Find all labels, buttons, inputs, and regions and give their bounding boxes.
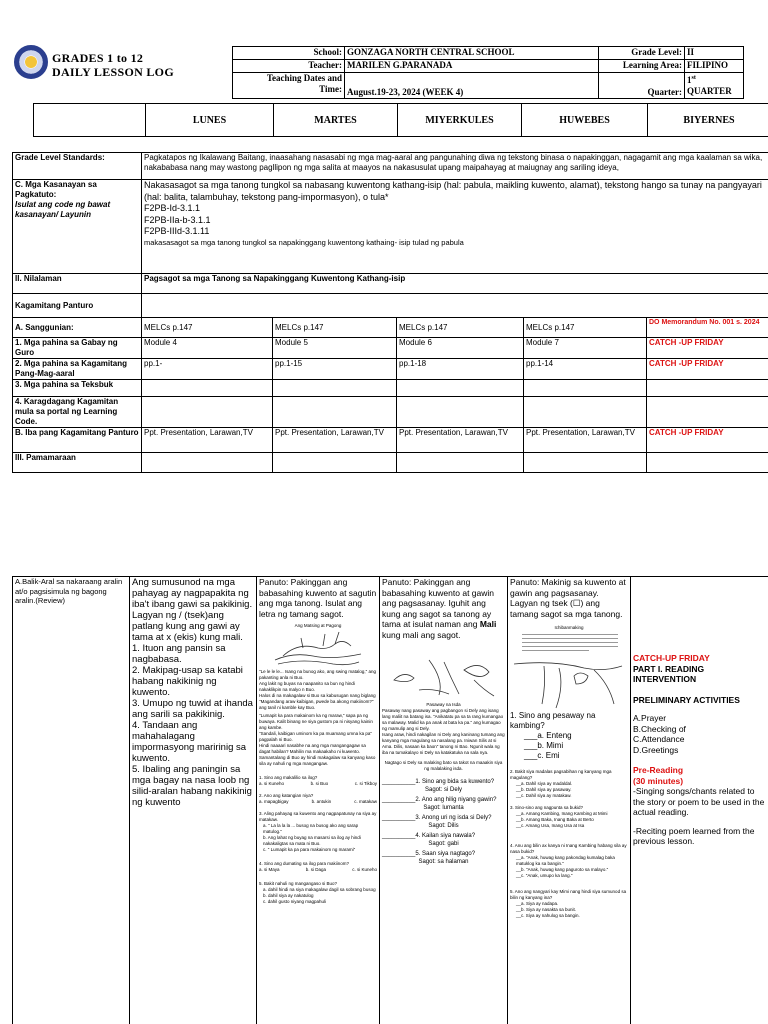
lr-monday bbox=[142, 397, 273, 428]
day-blank-cell bbox=[34, 104, 146, 137]
guide-wednesday: Module 6 bbox=[397, 338, 524, 359]
other-label: B. Iba pang Kagamitang Panturo bbox=[13, 428, 142, 453]
procedure-table bbox=[12, 576, 768, 1024]
lr-friday bbox=[647, 397, 768, 428]
dates-label: Teaching Dates and Time: bbox=[233, 73, 345, 99]
friday-activity: CATCH-UP FRIDAY PART I. READING INTERVENTION PRELIMINARY ACTIVITIES A.Prayer B.Checking of C.Attendance D.Greetings Pre-Reading (30 minutes) -Singing songs/chants related to the story or poem to be used in the actual reading. -Reciting poem learned from the previous lesson. bbox=[631, 577, 768, 1024]
area-label: Learning Area: bbox=[599, 60, 685, 73]
other-thursday: Ppt. Presentation, Larawan,TV bbox=[524, 428, 647, 453]
goat-cliff-illustration bbox=[514, 654, 624, 709]
procedure-wednesday bbox=[397, 453, 524, 473]
content-text: Pagsagot sa mga Tanong sa Napakinggang Kuwentong Kathang-isip bbox=[142, 274, 768, 294]
guide-monday: Module 4 bbox=[142, 338, 273, 359]
procedure-thursday bbox=[524, 453, 647, 473]
procedure-friday bbox=[647, 453, 768, 473]
school-label: School: bbox=[233, 47, 345, 60]
tuesday-activity: Panuto: Pakinggan ang babasahing kuwento at sagutin ang mga tanong. Isulat ang letra ng tamang sagot. Ang Matsing at Pagong "Le le le le... Isang na bunog ako, ang swing matalog," ang pakanting anla ni Buo. Ang lakit ng buyas na naapanito sa bun ng hindi nakaklikpin na malyo n Buo. Halos di na makagalaw si Buo sa kabusugan nang biglang "Magandang araw kaibigan, pwede ba akong makiinom?" ang tanil ni kamble kay Buo. "Lumapit ka para makainom ka ng maraw," sapa pa ng buwaya. Kalit binang ne siya gustom pa ni nisyang kainin ang kambe. "Sandali, kaibigan uminom ka pa muamang umna ka pa" pagpalah ni Buo. Hindi naaaari nasabhe na ang mga mangangagaw sa dagat habilan? Mahilin ma makaakaho ni kuwento. Samantalang di Buo ay hindi makagalaw sa kanyang kaso sila ay nahuli ng mga mangangaw. 1. Sino ang makalilio sa ilog? a. si Kuneho b. si Buo c. si Tikboy 2. Ano ang katangian niya? a. mapagbigay b. antukin c. matakaw 3. Aling pahayag sa kuwento ang nagpapatunay na siya ay matakaw. a. " La la la la ... busog na busog ako ang sarap matulog." b. Ang lahat ng buyag na masarsi sa ilog ay hindi nakakaligtas sa mata ni Buo. c. " Lumapit ka pa para makainom ng marami" 4. Sino ang dumating sa ilog para makiinom? a. si Maya b. si Daga c. si Kuneho 5. Bakit nahuli ng mangangaso si Buo? a. dahil hindi na siya makagalaw dagil sa sobrang busog b. dahil siya ay nakatulog c. dahil gusto niyang magpahuli bbox=[257, 577, 380, 1024]
tuesday-questions: 1. Sino ang makalilio sa ilog? a. si Kuneho b. si Buo c. si Tikboy 2. Ano ang katangian niya? a. mapagbigay b. antukin c. matakaw 3. Aling pahayag sa kuwento ang nagpapatunay na siya ay matakaw. a. " La la la la ... busog na busog ako ang sarap matulog." b. Ang lahat ng buyag na masarsi sa ilog ay hindi nakakaligtas sa mata ni Buo. c. " Lumapit ka pa para makainom ng marami" 4. Sino ang dumating sa ilog para makiinom? a. si Maya b. si Daga c. si Kuneho 5. Bakit nahuli ng mangangaso si Buo? a. dahil hindi na siya makagalaw dagil sa sobrang busog b. dahil siya ay nakatulog c. dahil gusto niyang magpahuli bbox=[259, 775, 377, 904]
other-tuesday: Ppt. Presentation, Larawan,TV bbox=[273, 428, 397, 453]
thursday-mini-questions: 2. Bakit siya madalas pagsabihan ng kanyang mga magulang? __a. Dahil siya ay madaldal. __b. Dahil siya ay pasaway. __c. Dahil siya ay matakaw. 3. Sino-sino ang nagpunta sa bukid? __a. Amang Kambing, Inang Kambing at Mimi __b. Amang Baka, Inang Baka at Berto __c. Amang Usa, Inang Usa at Isa 4. Anu ang bilin ax kanya ni Inang Kambing habang sila ay nasa bukid? __a. "Anak, huwag kang pakondag kumalag baka matuklog ka sa bangin." __b. "Anak, huwag kang paguroto sa malayo." __c. "Anak, umupo ka lang." 5. Ano ang nangyari kay Mimi nang hindi siya sumunod sa bilin ng kanyang ina? __a. Siya ay nadapa. __b. Siya ay nasakta sa bunit. __c. Siya ay nahulog sa bangin. bbox=[510, 769, 627, 918]
catchup-friday-3: CATCH -UP FRIDAY bbox=[647, 428, 768, 453]
materials-blank bbox=[142, 294, 768, 318]
quarter-value: 1st QUARTER bbox=[685, 73, 744, 99]
procedure-tuesday bbox=[273, 453, 397, 473]
grade-value: II bbox=[685, 47, 744, 60]
textbook-thursday bbox=[524, 380, 647, 397]
materials-label: Kagamitang Panturo bbox=[13, 294, 142, 318]
ref-label: A. Sanggunian: bbox=[13, 318, 142, 338]
ref-tuesday: MELCs p.147 bbox=[273, 318, 397, 338]
grade-label: Grade Level: bbox=[599, 47, 685, 60]
wednesday-activity: Panuto: Pakinggan ang babasahing kuwento at gawin ang pagsasanay. Iguhit ang kung ang sagot sa tanong ay tama at isulat naman ang Mali kung mali ang sagot. Pasaway na Isda Pasaway nang pasaway ang pagbangon si Dely ang isang lang maliit na batang isa. "Anikatatu pa sa ta rang kumangao sa malaway. Malid ka pa anak at bata ka pa." ang kumagao ng mamulip ang si Dely. Isang araw, hindi nakagilan ni Dely ang kaninang tumang ang kanyang mga magulang sa nasalang pa. Iniwan Silis at si Ama. Dilis, nasaan ka baon" tanong ni Bao. Ngunit wala ng iba na tumakalayo ni Dely na katakatuka na sala nya. Nagtago si Dely sa malaking bato sa takot na maaakin siya ng malalaking isda. __________1. Sino ang bida sa kuwento? Sagot: si Dely __________2. Ano ang hilig niyang gawin? Sagot: lumanta __________3. Anong uri ng isda si Dely? Sagot: Dilis __________4. Kailan siya nawala? Sagot: gabi __________5. Saan siya nagtago? Sagot: sa halaman bbox=[380, 577, 508, 1024]
procedure-monday bbox=[142, 453, 273, 473]
lr-label: 4. Karagdagang Kagamitan mula sa portal ng Learning Code. bbox=[13, 397, 142, 428]
tuesday-mini-story: "Le le le le... Isang na bunog ako, ang swing matalog," ang pakanting anla ni Buo. Ang lakit ng buyas na naapanito sa bun ng hindi nakaklikpin na malyo n Buo. Halos di na makagalaw si Buo sa kabusugan nang biglang "Magandang araw kaibigan, pwede ba akong makiinom?" ang tanil ni kamble kay Buo. "Lumapit ka para makainom ka ng maraw," sapa pa ng buwaya. Kalit binang ne siya gustom pa ni nisyang kainin ang kambe. "Sandali, kaibigan uminom ka pa muamang umna ka pa" pagpalah ni Buo. Hindi naaaari nasabhe na ang mga mangangagaw sa dagat habilan? Mahilin ma makaakaho ni kuwento. Samantalang di Buo ay hindi makagalaw sa kanyang kaso sila ay nahuli ng mga mangangaw. bbox=[259, 669, 377, 766]
days-header-table bbox=[33, 103, 768, 137]
pupil-monday: pp.1- bbox=[142, 359, 273, 380]
page-title: GRADES 1 to 12 DAILY LESSON LOG bbox=[52, 51, 174, 79]
textbook-wednesday bbox=[397, 380, 524, 397]
standards-label: Grade Level Standards: bbox=[13, 153, 142, 180]
teacher-value: MARILEN G.PARANADA bbox=[345, 60, 599, 73]
area-value: FILIPINO bbox=[685, 60, 744, 73]
day-friday: BIYERNES bbox=[648, 104, 768, 137]
school-value: GONZAGA NORTH CENTRAL SCHOOL bbox=[345, 47, 599, 60]
monday-activity: Ang sumusunod na mga pahayag ay nagpapakita ng iba't ibang gawi sa pakikinig. Lagyan ng / (tsek)ang patlang kung ang gawi ay tama at x (ekis) kung mali. 1. Ituon ang pansin sa nagbabasa. 2. Makipag-usap sa katabi habang nakikinig ng kuwento. 3. Umupo ng tuwid at ihanda ang sarili sa pakikinig. 4. Tandaan ang mahahalagang impormasyong maririnig sa kuwento. 5. Ibaling ang paningin sa mga bagay na nasa loob ng silid-aralan habang nakikinig ng kuwento bbox=[130, 577, 257, 1024]
day-thursday: HUWEBES bbox=[522, 104, 648, 137]
other-monday: Ppt. Presentation, Larawan,TV bbox=[142, 428, 273, 453]
thursday-activity: Panuto: Makinig sa kuwento at gawin ang pagsasanay. Lagyan ng tsek (☐) ang tamang sagot sa mga tanong. Ichibanmaking 1. Sino ang pesaway na kambing? ___a. Enteng ___b. Mimi ___c. Emi 2. Bakit siya madalas pagsabihan ng kanyang mga magulang? __a. Dahil siya ay madaldal. __b. Dahil siya ay pasaway. __c. Dahil siya ay matakaw. 3. Sino-sino ang nagpunta sa bukid? __a. Amang Kambing, Inang Kambing at Mimi __b. Amang Baka, Inang Baka at Berto __c. Amang Usa, Inang Usa at Isa 4. Anu ang bilin ax kanya ni Inang Kambing habang sila ay nasa bukid? __a. "Anak, huwag kang pakondag kumalag baka matuklog ka sa bangin." __b. "Anak, huwag kang paguroto sa malayo." __c. "Anak, umupo ka lang." 5. Ano ang nangyari kay Mimi nang hindi siya sumunod sa bilin ng kanyang ina? __a. Siya ay nadapa. __b. Siya ay nasakta sa bunit. __c. Siya ay nahulog sa bangin. bbox=[508, 577, 631, 1024]
thursday-mini-story-lines bbox=[522, 634, 618, 651]
pupil-label: 2. Mga pahina sa Kagamitang Pang-Mag-aaral bbox=[13, 359, 142, 380]
quarter-label: Quarter: bbox=[599, 73, 685, 99]
guide-tuesday: Module 5 bbox=[273, 338, 397, 359]
pupil-tuesday: pp.1-15 bbox=[273, 359, 397, 380]
deped-seal bbox=[14, 45, 48, 79]
teacher-label: Teacher: bbox=[233, 60, 345, 73]
day-monday: LUNES bbox=[146, 104, 274, 137]
content-label: II. Nilalaman bbox=[13, 274, 142, 294]
textbook-monday bbox=[142, 380, 273, 397]
crocodile-illustration bbox=[273, 630, 363, 668]
catchup-friday-2: CATCH -UP FRIDAY bbox=[647, 359, 768, 380]
day-wednesday: MIYERKULES bbox=[398, 104, 522, 137]
thursday-q1: 1. Sino ang pesaway na kambing? ___a. Enteng ___b. Mimi ___c. Emi bbox=[510, 711, 596, 760]
textbook-friday bbox=[647, 380, 768, 397]
lr-wednesday bbox=[397, 397, 524, 428]
procedure-label: III. Pamamaraan bbox=[13, 453, 142, 473]
pupil-wednesday: pp.1-18 bbox=[397, 359, 524, 380]
pupil-thursday: pp.1-14 bbox=[524, 359, 647, 380]
wednesday-questions: __________1. Sino ang bida sa kuwento? Sagot: si Dely __________2. Ano ang hilig niyang gawin? Sagot: lumanta __________3. Anong uri ng isda si Dely? Sagot: Dilis __________4. Kailan siya nawala? Sagot: gabi __________5. Saan siya nagtago? Sagot: sa halaman bbox=[382, 779, 497, 865]
standards-text: Pagkatapos ng Ikalawang Baitang, inaasahang nasasabi ng mga mag-aaral ang pangunahing diwa ng tekstong binasa o napakinggan, nagagamit ang mga kaalaman sa wika, nakababasa nang may wastong pagllipon ng mga salita at maayos na nakasusulat upang maipahayag at maiugnay ang sariling ideya, bbox=[142, 153, 768, 180]
header-info-table bbox=[232, 46, 744, 99]
memo-friday: DO Memorandum No. 001 s. 2024 bbox=[647, 318, 768, 338]
lr-thursday bbox=[524, 397, 647, 428]
textbook-tuesday bbox=[273, 380, 397, 397]
textbook-label: 3. Mga pahina sa Teksbuk bbox=[13, 380, 142, 397]
competency-text: Nakasasagot sa mga tanong tungkol sa nabasang kuwentong kathang-isip (hal: pabula, maikling kuwento, alamat), tekstong hango sa tunay na pangyayari (hal: balita, talambuhay, tekstong pang-impormasyon), o tula* F2PB-Id-3.1.1 F2PB-IIa-b-3.1.1 F2PB-IIId-3.1.11 makasasagot sa mga tanong tungkol sa napakinggang kuwentong kathaing- isip tulad ng pabula bbox=[142, 180, 768, 274]
other-wednesday: Ppt. Presentation, Larawan,TV bbox=[397, 428, 524, 453]
dates-value: August.19-23, 2024 (WEEK 4) bbox=[345, 73, 599, 99]
competency-label: C. Mga Kasanayan sa Pagkatuto: Isulat ang code ng bawat kasanayan/ Layunin bbox=[13, 180, 142, 274]
wednesday-mini-story: Pasaway nang pasaway ang pagbangon si Dely ang isang lang maliit na batang isa. "Anikatatu pa sa ta rang kumangao sa malaway. Malid ka pa anak at bata ka pa." ang kumagao ng mamulip ang si Dely. Isang araw, hindi nakagilan ni Dely ang kaninang tumang ang kanyang mga magulang sa nasalang pa. Iniwan Silis at si Ama. Dilis, nasaan ka baon" tanong ni Bao. Ngunit wala ng iba na tumakalayo ni Dely na katakatuka na sala nya. Nagtago si Dely sa malaking bato sa takot na maaakin siya ng malalaking isda. bbox=[382, 708, 505, 771]
ref-wednesday: MELCs p.147 bbox=[397, 318, 524, 338]
lr-tuesday bbox=[273, 397, 397, 428]
review-label: A.Balik-Aral sa nakaraang aralin at/o pagsisimula ng bagong aralin.(Review) bbox=[13, 577, 130, 1024]
guide-thursday: Module 7 bbox=[524, 338, 647, 359]
ref-monday: MELCs p.147 bbox=[142, 318, 273, 338]
catchup-friday-1: CATCH -UP FRIDAY bbox=[647, 338, 768, 359]
guide-label: 1. Mga pahina sa Gabay ng Guro bbox=[13, 338, 142, 359]
lesson-sections-table bbox=[12, 152, 768, 473]
fish-illustration bbox=[389, 650, 499, 700]
ref-thursday: MELCs p.147 bbox=[524, 318, 647, 338]
day-tuesday: MARTES bbox=[274, 104, 398, 137]
